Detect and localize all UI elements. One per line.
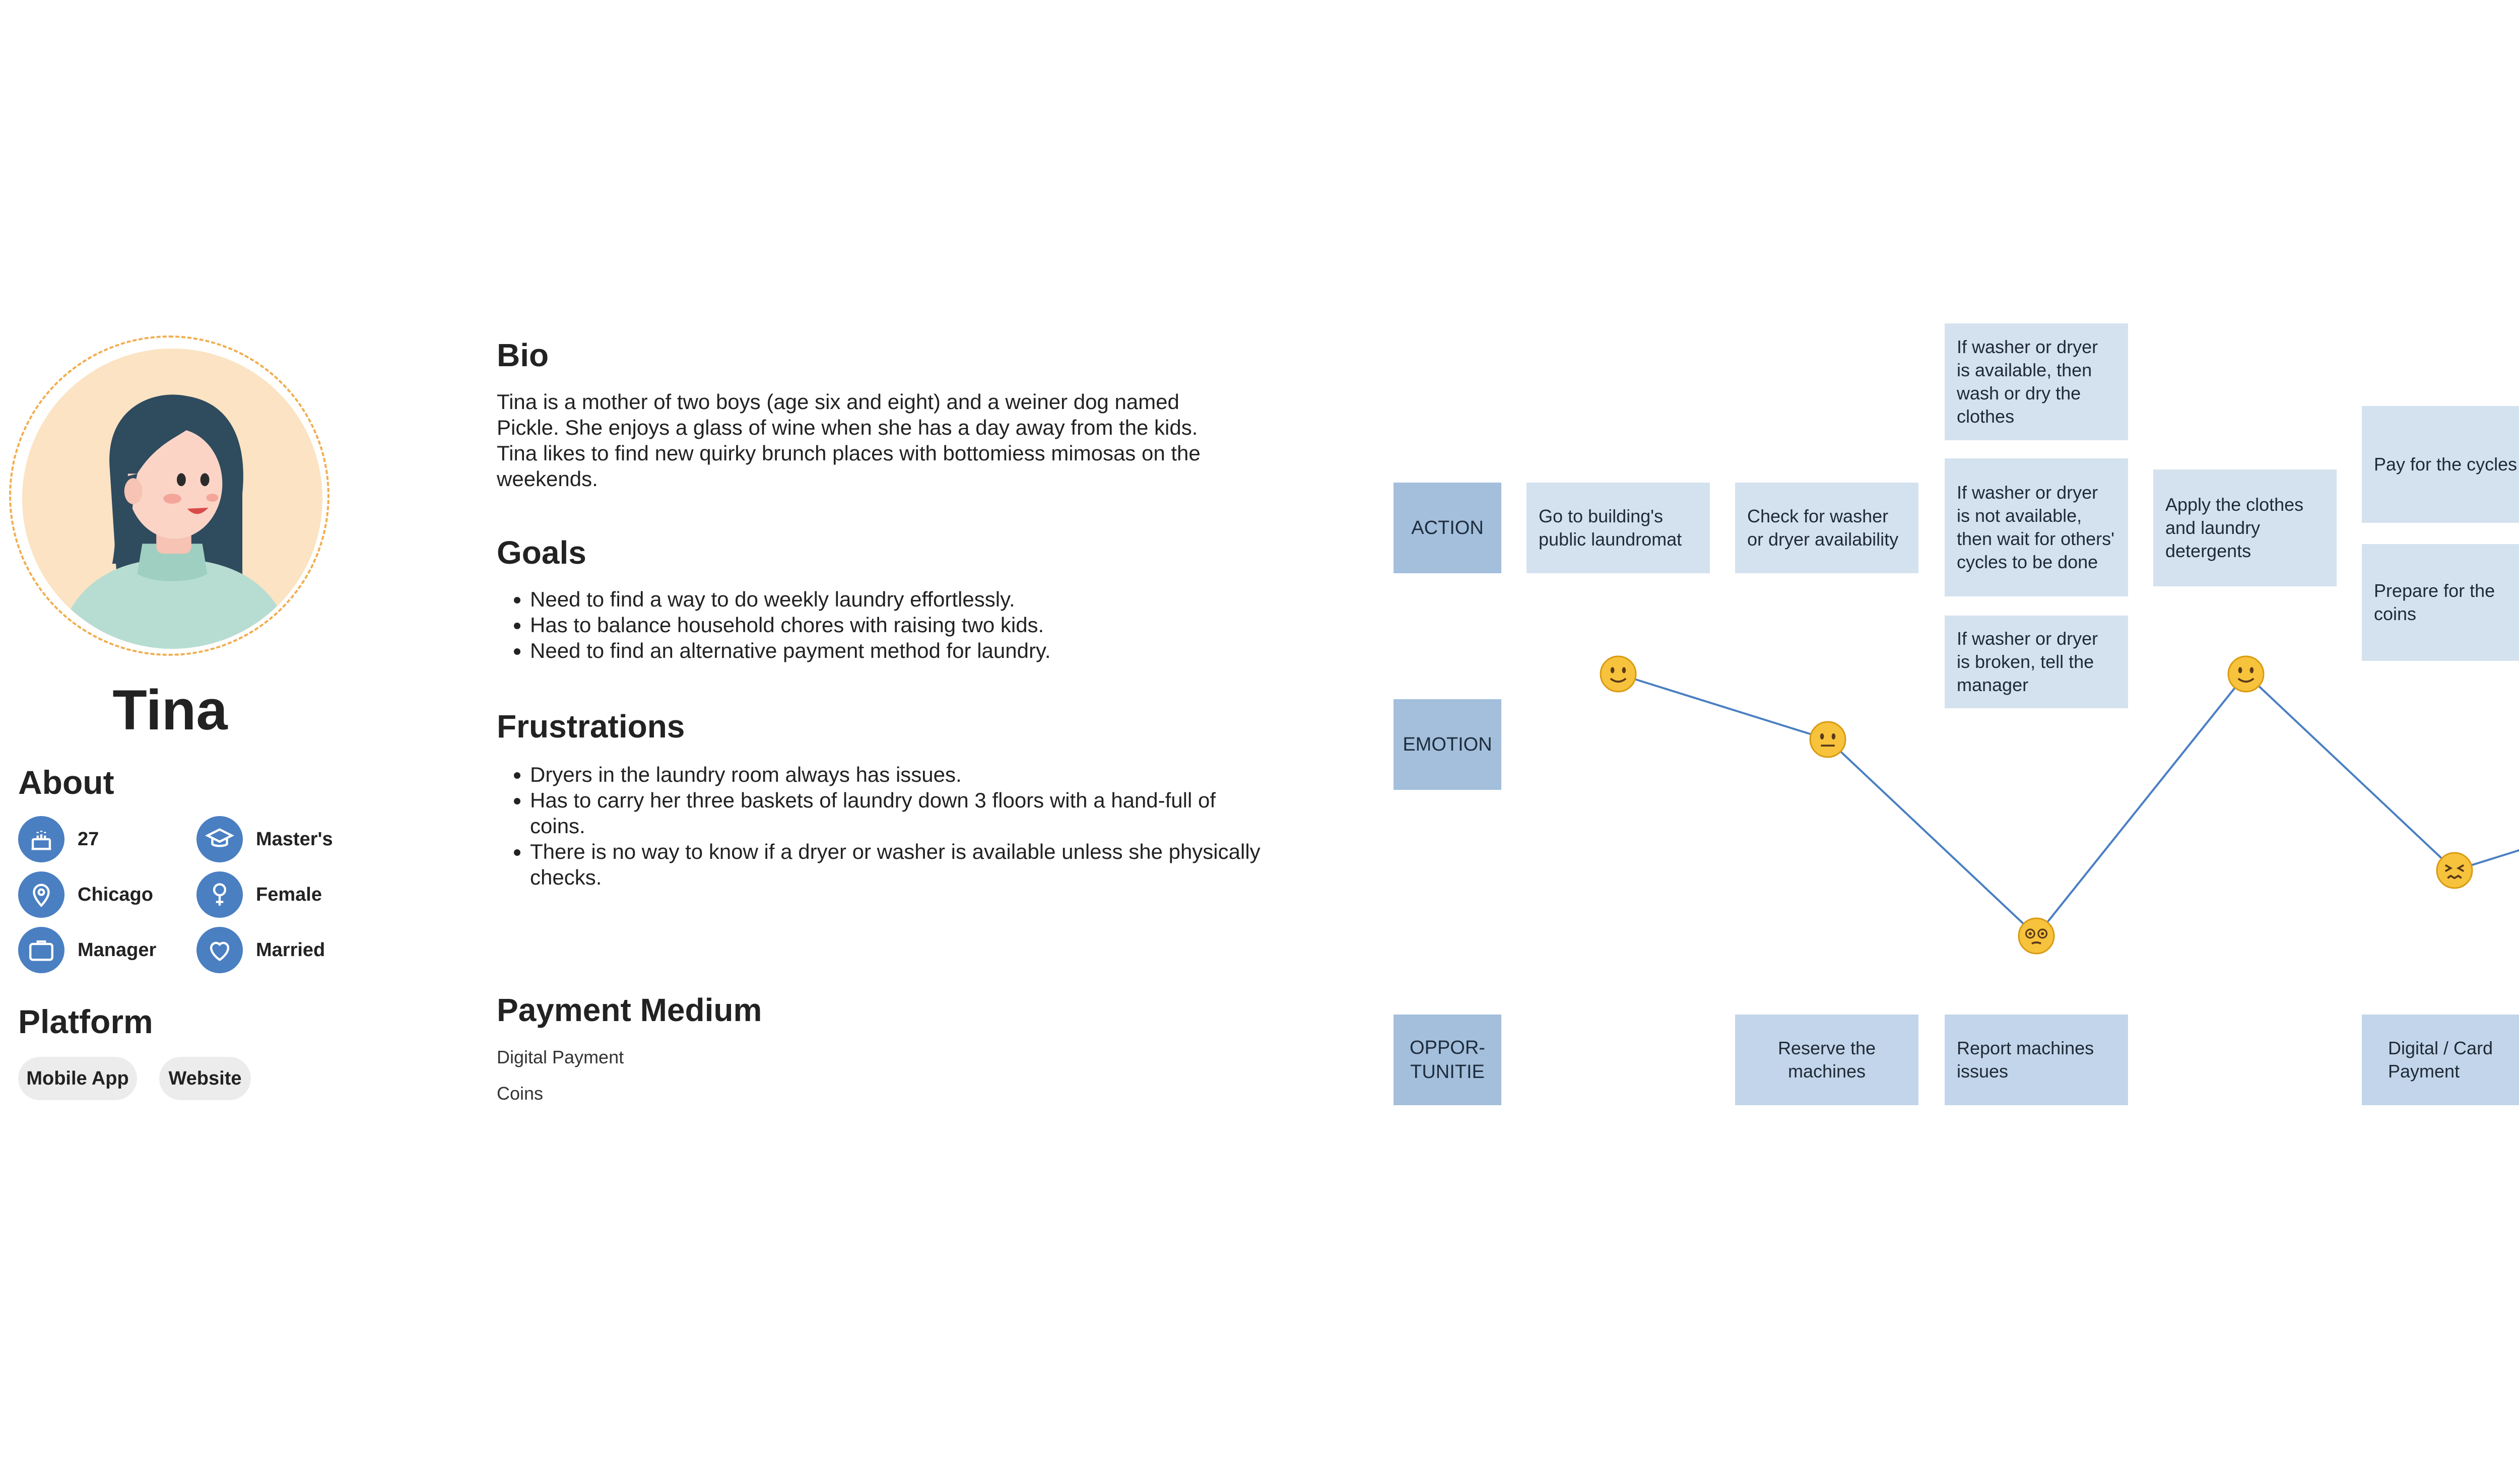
platform-title: Platform xyxy=(18,1003,153,1040)
action-card: Go to building's public laundromat xyxy=(1527,483,1710,573)
frustrations-title: Frustrations xyxy=(497,708,685,745)
persona-illustration xyxy=(22,349,322,649)
goal-item: • Need to find an alternative payment method for laundry. xyxy=(530,638,1266,663)
avatar xyxy=(22,349,322,649)
slightly-smiling-face-icon xyxy=(2227,655,2265,693)
emotion-line xyxy=(1618,674,2519,936)
graduation-cap-icon xyxy=(196,816,243,862)
goal-item: • Has to balance household chores with raising two kids. xyxy=(530,612,1266,638)
neutral-face-icon xyxy=(1809,720,1847,759)
goals-list xyxy=(497,586,1266,663)
action-card: If washer or dryer is available, then wash or dry the clothes xyxy=(1945,323,2128,440)
about-education-label: Master's xyxy=(256,828,333,850)
payment-title: Payment Medium xyxy=(497,992,762,1028)
persevering-face-icon xyxy=(2435,851,2474,890)
action-card: Apply the clothes and laundry detergents xyxy=(2153,469,2337,586)
cake-icon xyxy=(18,816,64,862)
about-gender xyxy=(196,871,322,918)
goal-item: • Need to find a way to do weekly laundry effortlessly. xyxy=(530,586,1266,612)
platform-chip-website: Website xyxy=(159,1057,251,1100)
opportunity-card: Digital / Card Payment xyxy=(2362,1015,2519,1105)
about-age-label: 27 xyxy=(78,828,99,850)
platform-chip-mobile-app: Mobile App xyxy=(18,1057,137,1100)
about-location xyxy=(18,871,153,918)
payment-item-coins: Coins xyxy=(497,1083,544,1104)
emotion-curve xyxy=(1577,645,2519,947)
action-card: Check for washer or dryer availability xyxy=(1735,483,1918,573)
row-label-action: ACTION xyxy=(1394,483,1501,573)
bio-text: Tina is a mother of two boys (age six and eight) and a weiner dog named Pickle. She enjoys a glass of wine when she has a day away from the kids. Tina likes to find new quirky brunch places with bottomiess mimosas on the weekends. xyxy=(497,390,1201,491)
action-card: If washer or dryer is broken, tell the manager xyxy=(1945,616,2128,708)
bio-title: Bio xyxy=(497,337,549,373)
about-occupation-label: Manager xyxy=(78,939,157,961)
action-card: Pay for the cycles xyxy=(2362,406,2519,523)
about-age xyxy=(18,816,99,862)
female-icon xyxy=(196,871,243,918)
frustrations-list xyxy=(497,762,1266,890)
briefcase-icon xyxy=(18,927,64,973)
frustration-item: • Dryers in the laundry room always has issues. xyxy=(530,762,1266,787)
about-marital-label: Married xyxy=(256,939,325,961)
opportunity-card: Reserve the machines xyxy=(1735,1015,1918,1105)
row-label-emotion: EMOTION xyxy=(1394,699,1501,790)
face-with-spiral-eyes-icon xyxy=(2017,917,2056,955)
action-card: If washer or dryer is not available, then wait for others' cycles to be done xyxy=(1945,458,2128,596)
payment-item-digital: Digital Payment xyxy=(497,1047,624,1067)
about-title: About xyxy=(18,764,114,801)
action-card: Prepare for the coins xyxy=(2362,544,2519,661)
row-label-opportunities: OPPOR- TUNITIE xyxy=(1394,1015,1501,1105)
about-marital-status xyxy=(196,927,325,973)
frustration-item: • There is no way to know if a dryer or washer is available unless she physically checks. xyxy=(530,839,1266,890)
about-location-label: Chicago xyxy=(78,884,153,905)
slightly-smiling-face-icon xyxy=(1599,655,1637,693)
goals-title: Goals xyxy=(497,534,586,571)
frustration-item: • Has to carry her three baskets of laundry down 3 floors with a hand-full of coins. xyxy=(530,787,1266,839)
about-gender-label: Female xyxy=(256,884,322,905)
opportunity-card: Report machines issues xyxy=(1945,1015,2128,1105)
persona-name: Tina xyxy=(112,679,228,741)
about-education xyxy=(196,816,333,862)
location-pin-icon xyxy=(18,871,64,918)
heart-icon xyxy=(196,927,243,973)
about-occupation xyxy=(18,927,156,973)
